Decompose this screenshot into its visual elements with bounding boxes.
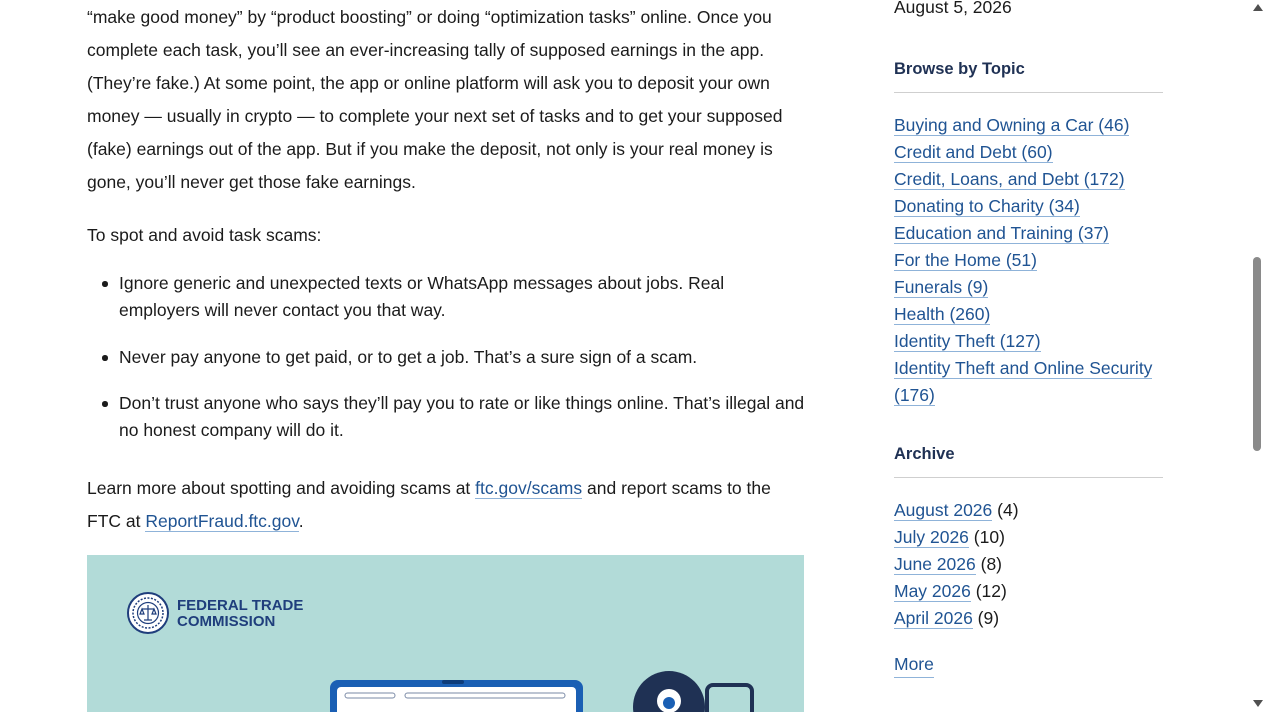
list-item: Don’t trust anyone who says they’ll pay you to rate or like things online. That’s illegal and no honest company will do it.: [87, 390, 807, 444]
list-item: [894, 139, 1164, 166]
archive-count: (4): [992, 500, 1019, 520]
article-paragraph: “make good money” by “product boosting” or doing “optimization tasks” online. Once you complete each task, you’ll see an ever-increasing tally of supposed earnings in the app. (They’re fake.) At some point, the app or online platform will ask you to deposit your own money — usually in crypto — to complete your next set of tasks and to get your supposed (fake) earnings out of the app. But if you make the deposit, not only is your real money is gone, you’ll never get those fake earnings.: [87, 7, 783, 192]
topic-link-buying-owning-car[interactable]: Buying and Owning a Car (46): [894, 115, 1130, 135]
report-text: and report scams to the FTC at: [87, 478, 771, 531]
period: .: [298, 511, 304, 531]
archive-link-april-2026[interactable]: April 2026: [894, 608, 973, 628]
phone-illustration: [87, 555, 804, 712]
topic-link-donating-charity[interactable]: Donating to Charity (34): [894, 196, 1080, 216]
scroll-down-arrow-icon[interactable]: [1253, 700, 1263, 707]
archive-count: (10): [968, 527, 1005, 547]
topic-list: [894, 112, 1164, 409]
list-item: [894, 274, 1164, 301]
list-item: [894, 328, 1164, 355]
archive-count: (12): [970, 581, 1007, 601]
topic-link-identity-theft-online-security[interactable]: Identity Theft and Online Security (176): [894, 358, 1153, 405]
learn-more-paragraph: [87, 472, 807, 538]
list-item: [894, 497, 1019, 524]
list-item: [894, 605, 1019, 632]
page-scrollbar[interactable]: [1250, 0, 1265, 712]
archive-list: [894, 497, 1019, 632]
archive-link-august-2026[interactable]: August 2026: [894, 500, 993, 520]
topic-link-credit-debt[interactable]: Credit and Debt (60): [894, 142, 1053, 162]
reportfraud-link[interactable]: ReportFraud.ftc.gov: [145, 511, 299, 531]
list-item: [894, 193, 1164, 220]
archive-link-may-2026[interactable]: May 2026: [894, 581, 971, 601]
topic-link-for-the-home[interactable]: For the Home (51): [894, 250, 1037, 270]
learn-more-text: Learn more about spotting and avoiding scams at: [87, 478, 476, 498]
list-item: Never pay anyone to get paid, or to get a job. That’s a sure sign of a scam.: [87, 344, 807, 371]
list-item: [894, 524, 1019, 551]
topic-link-health[interactable]: Health (260): [894, 304, 991, 324]
topic-link-funerals[interactable]: Funerals (9): [894, 277, 989, 297]
tips-list: [87, 270, 807, 464]
ftc-wordmark-line2: COMMISSION: [177, 613, 276, 630]
archive-link-july-2026[interactable]: July 2026: [894, 527, 969, 547]
list-item: [894, 220, 1164, 247]
list-item: [894, 578, 1019, 605]
ftc-wordmark-line1: FEDERAL TRADE: [177, 597, 304, 614]
ftc-scams-link[interactable]: ftc.gov/scams: [475, 478, 583, 498]
list-item: [894, 355, 1164, 409]
task-scam-infographic: [87, 555, 804, 712]
list-item: [894, 551, 1019, 578]
topic-link-education-training[interactable]: Education and Training (37): [894, 223, 1109, 243]
topic-link-credit-loans-debt[interactable]: Credit, Loans, and Debt (172): [894, 169, 1125, 189]
list-item: Ignore generic and unexpected texts or WhatsApp messages about jobs. Real employers will never contact you that way.: [87, 270, 807, 324]
archive-count: (9): [972, 608, 1000, 628]
list-item: [894, 247, 1164, 274]
list-item: [894, 112, 1164, 139]
topic-link-identity-theft[interactable]: Identity Theft (127): [894, 331, 1041, 351]
archive-link-june-2026[interactable]: June 2026: [894, 554, 976, 574]
scrollbar-thumb[interactable]: [1253, 257, 1261, 451]
scroll-up-arrow-icon[interactable]: [1253, 4, 1263, 11]
archive-more-link[interactable]: More: [894, 651, 934, 678]
list-item: [894, 166, 1164, 193]
post-date: August 5, 2026: [894, 0, 1012, 17]
list-intro: To spot and avoid task scams:: [87, 225, 322, 245]
list-item: [894, 301, 1164, 328]
archive-count: (8): [975, 554, 1002, 574]
browse-by-topic-heading: Browse by Topic: [894, 60, 1163, 93]
archive-heading: Archive: [894, 445, 1163, 478]
